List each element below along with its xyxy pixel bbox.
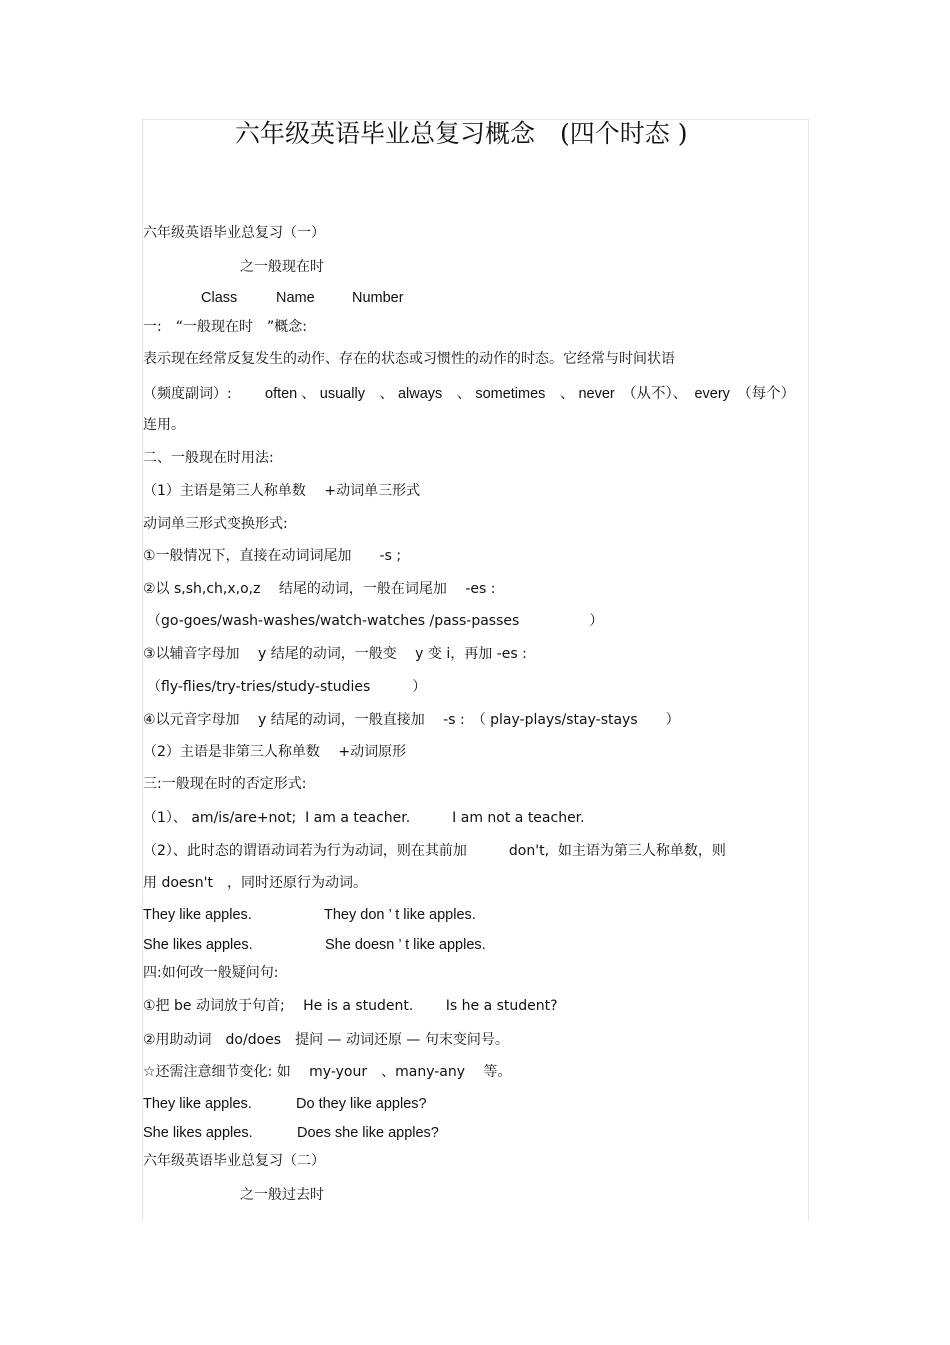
page-frame <box>142 119 809 1220</box>
example-negative-2: She doesn ’ t like apples. <box>325 937 486 953</box>
subheading-present: 之一般现在时 <box>240 259 324 275</box>
section-heading-2: 六年级英语毕业总复习（二） <box>143 1153 325 1169</box>
concept-text-end: 连用。 <box>143 417 185 433</box>
negative-heading: 三:一般现在时的否定形式: <box>143 776 307 792</box>
example-affirmative-2: She likes apples. <box>143 937 253 953</box>
example-question-1: Do they like apples? <box>296 1096 427 1112</box>
negative-rule-2-cont: 用 doesn't ，同时还原行为动词。 <box>143 875 368 891</box>
negative-rule-1: （1）、 am/is/are+not; I am a teacher. I am not a teacher. <box>143 810 585 826</box>
usage-rule-2: （2）主语是非第三人称单数 +动词原形 <box>143 744 407 760</box>
question-heading: 四:如何改一般疑问句: <box>143 965 279 981</box>
class-label: Class <box>201 290 238 306</box>
question-note: ☆还需注意细节变化: 如 my-your 、many-any 等。 <box>143 1064 512 1080</box>
verb-rule-3: ③以辅音字母加 y 结尾的动词，一般变 y 变 i，再加 -es : <box>143 646 527 662</box>
question-rule-1: ①把 be 动词放于句首; He is a student. Is he a student? <box>143 998 558 1014</box>
verb-rule-2: ②以 s,sh,ch,x,o,z 结尾的动词，一般在词尾加 -es : <box>143 581 496 597</box>
example-statement-1: They like apples. <box>143 1096 252 1112</box>
example-negative-1: They don ’ t like apples. <box>324 907 476 923</box>
subheading-past: 之一般过去时 <box>240 1187 324 1203</box>
verb-forms-heading: 动词单三形式变换形式: <box>143 516 288 532</box>
page-title: 六年级英语毕业总复习概念 (四个时态 ) <box>235 119 688 148</box>
negative-rule-2: （2）、此时态的谓语动词若为行为动词，则在其前加 don't, 如主语为第三人称单数，则 <box>143 843 726 859</box>
name-label: Name <box>276 290 315 306</box>
example-question-2: Does she like apples? <box>297 1125 439 1141</box>
verb-rule-4: ④以元音字母加 y 结尾的动词，一般直接加 -s : （ play-plays/stay-stays ） <box>143 712 680 728</box>
concept-text: 表示现在经常反复发生的动作、存在的状态或习惯性的动作的时态。它经常与时间状语 <box>143 351 675 367</box>
verb-rule-2-examples: （go-goes/wash-washes/watch-watches /pass-passes ） <box>147 613 604 629</box>
number-label: Number <box>352 290 404 306</box>
concept-heading: 一: “一般现在时 ”概念: <box>143 319 307 335</box>
section-heading-1: 六年级英语毕业总复习（一） <box>143 225 325 241</box>
question-rule-2: ②用助动词 do/does 提问 — 动词还原 — 句末变问号。 <box>143 1032 509 1048</box>
example-statement-2: She likes apples. <box>143 1125 253 1141</box>
verb-rule-1: ①一般情况下，直接在动词词尾加 -s ; <box>143 548 402 564</box>
usage-heading: 二、一般现在时用法: <box>143 450 274 466</box>
usage-rule-1: （1）主语是第三人称单数 +动词单三形式 <box>143 483 421 499</box>
adverbs-list: often 、 usually 、 always 、 sometimes 、 never （从不）、 every （每个） <box>265 386 796 402</box>
example-affirmative-1: They like apples. <box>143 907 252 923</box>
adverbs-label: （频度副词）: <box>143 386 232 402</box>
verb-rule-3-examples: （fly-flies/try-tries/study-studies ） <box>147 679 427 695</box>
